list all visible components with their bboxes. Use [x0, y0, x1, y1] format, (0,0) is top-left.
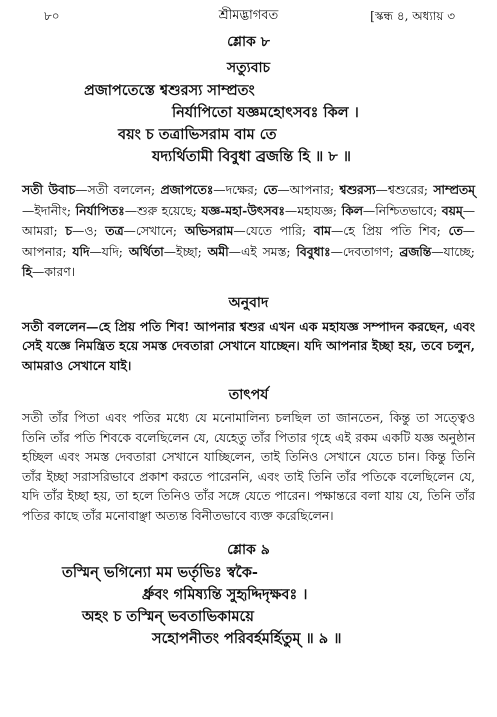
synonym-word: তে: [263, 182, 278, 197]
verse-line: র্ধ্রুবং গমিষ্যন্তি সুহৃদ্দিদৃক্ষবঃ ।: [142, 586, 308, 603]
synonym-meaning: মহাযজ্ঞ;: [297, 203, 338, 218]
synonym-word: কিল: [341, 202, 363, 218]
synonym-word: যদি: [72, 243, 90, 259]
synonym-word: অর্থিতা: [128, 243, 164, 259]
purport-text: সতী তাঁর পিতা এবং পতির মধ্যে যে মনোমালিন্য চলছিল তা জানতেন, কিন্তু তা সত্ত্বেও তিনি তাঁর পতি শিবকে বলেছিলেন যে, যেহেতু তাঁর পিতার গৃহে এই রকম একটি যজ্ঞ অনুষ্ঠান হচ্ছিল এবং সমস্ত দেবতারা সেখানে যাচ্ছিলেন, তাই তিনিও সেখানে যেতে চান। কিন্তু তিনি তাঁর ইচ্ছা সরাসরিভাবে প্রকাশ করতে পারেননি, এবং তাই তিনি তাঁর পতিকে বলেছিলেন যে, যদি তাঁর ইচ্ছা হয়, তা হলে তিনিও তাঁর সঙ্গে যেতে পারেন। পক্ষান্তরে বলা যায় যে, তিনি তাঁর পতির কাছে তাঁর মনোবাঞ্ছা অত্যন্ত বিনীতভাবে ব্যক্ত করেছিলেন।: [22, 411, 475, 523]
synonym-word: বিবুধাঃ: [296, 243, 331, 259]
synonym-word: সাম্প্রতম্: [433, 182, 475, 197]
verse-8-text: [22, 80, 475, 168]
chapter-reference: [স্কন্ধ ৪, অধ্যায় ৩: [370, 9, 455, 23]
verse-line: বয়ং চ তত্রাভিসরাম বাম তে: [118, 126, 277, 143]
synonym-meaning: শ্বশুরের;: [387, 183, 429, 197]
synonym-meaning: আপনার;: [289, 183, 335, 197]
verse-line: তস্মিন্ ভগিন্যো মম ভর্তৃভিঃ স্বকৈ-: [62, 564, 258, 581]
synonym-word: অভিসরাম: [184, 223, 234, 238]
synonym-meaning: আমরা;: [22, 224, 58, 238]
synonym-word: চ: [65, 223, 73, 238]
synonym-meaning: যাচ্ছে;: [443, 244, 475, 259]
verse-line: প্রজাপতেস্তে শ্বশুরস্য সাম্প্রতং: [84, 82, 255, 99]
synonym-word: বাম: [313, 223, 331, 238]
synonym-meaning: যদি;: [101, 244, 123, 259]
synonym-meaning: আপনার;: [22, 244, 67, 259]
synonym-word: তে: [448, 223, 463, 238]
verse-line: যদ্যর্থিতামী বিবুধা ব্রজন্তি হি ॥ ৮ ॥: [152, 148, 351, 165]
synonym-word: ব্রজন্তি: [399, 243, 432, 259]
synonym-word: তত্র: [105, 223, 124, 238]
synonym-meaning: নিশ্চিতভাবে;: [375, 203, 438, 218]
synonym-meaning: ইচ্ছা;: [176, 244, 202, 259]
synonym-word: অমী: [207, 243, 229, 259]
synonym-meaning: সতী বললেন;: [87, 183, 156, 197]
verse-8-speaker: সত্যুবাচ: [226, 60, 271, 76]
synonym-meaning: ইদানীং;: [34, 203, 72, 218]
synonym-word: যজ্ঞ-মহা-উৎসবঃ: [201, 202, 285, 218]
book-title: শ্রীমদ্ভাগবত: [218, 8, 279, 23]
synonym-word: বয়ম্: [441, 202, 463, 218]
translation-heading: অনুবাদ: [228, 294, 269, 311]
verse-9-title: শ্লোক ৯: [227, 542, 270, 558]
verse-line: অহং চ তস্মিন্ ভবতাভিকাময়ে: [82, 608, 254, 625]
page-number: ৮০: [44, 9, 60, 23]
purport-heading: তাৎপর্য: [228, 387, 269, 403]
synonym-word: নির্যাপিতঃ: [75, 202, 125, 218]
verse-8-title: শ্লোক ৮: [227, 34, 270, 50]
synonym-word: হি: [22, 264, 32, 279]
synonym-meaning: শুরু হয়েছে;: [137, 203, 197, 218]
verse-line: নির্যাপিতো যজ্ঞমহোৎসবঃ কিল ।: [172, 104, 359, 121]
word-for-word-synonyms: সতী উবাচ—সতী বললেন; প্রজাপতেঃ—দক্ষের; তে—আপনার; শ্বশুরস্য—শ্বশুরের; সাম্প্রতম্—ইদানীং; নির্যাপিতঃ—শুরু হয়েছে; যজ্ঞ-মহা-উৎসবঃ—মহাযজ্ঞ; কিল—নিশ্চিতভাবে; বয়ম্—আমরা; চ—ও; তত্র—সেখানে; অভিসরাম—যেতে পারি; বাম—হে প্রিয় পতি শিব; তে—আপনার; যদি—যদি; অর্থিতা—ইচ্ছা; অমী—এই সমস্ত; বিবুধাঃ—দেবতাগণ; ব্রজন্তি—যাচ্ছে; হি—কারণ।: [22, 182, 475, 279]
synonym-meaning: দক্ষের;: [225, 183, 258, 197]
synonym-meaning: দেবতাগণ;: [342, 244, 394, 259]
verse-9-text: [22, 562, 475, 650]
synonym-word: প্রজাপতেঃ: [160, 182, 214, 197]
synonym-meaning: কারণ।: [44, 265, 76, 279]
synonym-meaning: হে প্রিয় পতি শিব;: [343, 224, 441, 238]
verse-line: সহোপনীতং পরিবর্হমর্হিতুম্ ॥ ৯ ॥: [152, 630, 342, 647]
synonym-word: শ্বশুরস্য: [339, 182, 376, 197]
synonym-meaning: এই সমস্ত;: [240, 244, 291, 259]
synonym-meaning: সেখানে;: [135, 224, 178, 238]
page-header: [22, 0, 475, 26]
synonym-meaning: ও;: [84, 224, 98, 238]
synonym-meaning: যেতে পারি;: [245, 224, 306, 238]
synonym-word: সতী উবাচ: [22, 182, 76, 197]
translation-text: সতী বললেন—হে প্রিয় পতি শিব! আপনার শ্বশুর এখন এক মহাযজ্ঞ সম্পাদন করছেন, এবং সেই যজ্ঞে নিমন্ত্রিত হয়ে সমস্ত দেবতারা সেখানে যাচ্ছেন। যদি আপনার ইচ্ছা হয়, তবে চলুন, আমরাও সেখানে যাই।: [22, 318, 475, 373]
